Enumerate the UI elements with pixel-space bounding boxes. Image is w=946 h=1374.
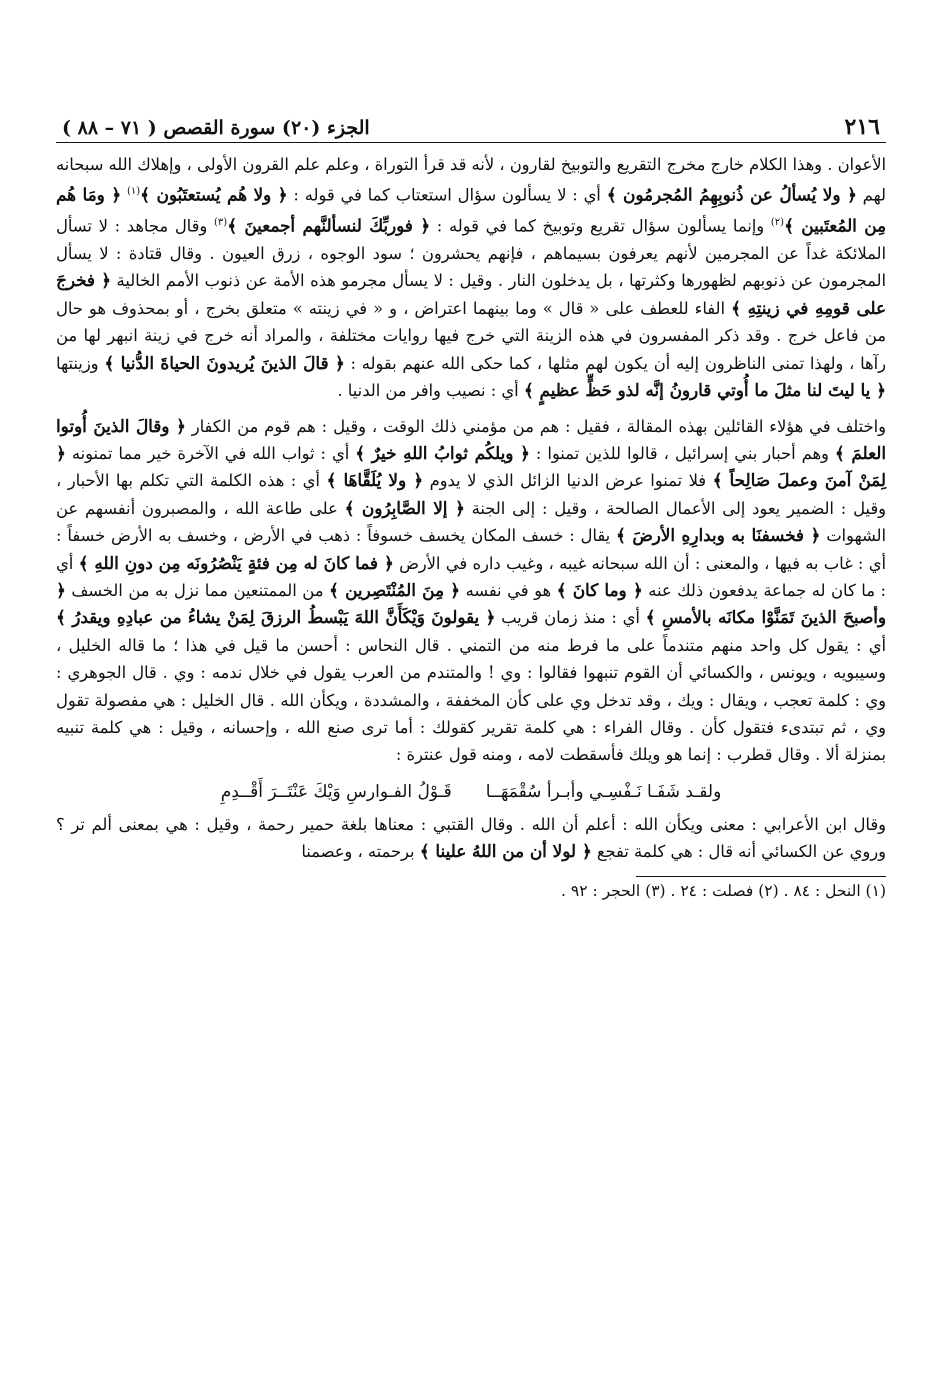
quran-quote: ﴿ لِمَنْ آمنَ وعملَ صَالِحاً ﴾ [56, 442, 886, 491]
text-run: الأعوان . وهذا الكلام خارج مخرج التقريع والتوبيخ لقارون ، لأنه قد قرأ التوراة ، وعلم علم القرون الأولى ، وإهلاك الله سبحانه لهم [56, 155, 886, 205]
quran-quote: ﴿ وما كانَ ﴾ [556, 579, 643, 600]
text-run: برحمته ، وعصمنا [301, 842, 420, 862]
quran-quote: ﴿ ولا يُلَقَّاهَا ﴾ [326, 470, 424, 491]
quran-quote: ﴿ فما كانَ له مِن فئةٍ يَنْصُرُونَه مِن دونِ اللهِ ﴾ [78, 552, 394, 573]
quran-quote: ﴿ ولا يُسألُ عن ذُنوبِهِمُ المُجرمُون ﴾ [606, 184, 857, 205]
text-run: وإنما يسألون سؤال تقريع وتوبيخ كما في قوله : [430, 216, 771, 236]
text-run: على طاعة الله ، والمصبرون أنفسهم عن الشهوات [56, 498, 886, 546]
paragraph [56, 413, 886, 769]
text-run: الفاء للعطف على « قال » وما بينهما اعتراض ، و « في زينته » متعلق بخرج ، أو بمحذوف هو حال من فاعل خرج . وقد ذكر المفسرون في هذه الزينة التي خرج فيها روايات مختلفة ، والمراد أنه خرج في زينة انبهر لها من رآها ، ولهذا تمنى الناظرون إليه أن يكون لهم مثلها ، كما حكى الله عنهم بقوله : [56, 298, 887, 373]
quran-quote: ﴿ فوربِّكَ لنسألنَّهم أجمعينَ ﴾ [227, 215, 431, 236]
body-text [56, 151, 886, 866]
text-run: أي : منذ زمان قريب [495, 608, 646, 628]
verse-hemistich: ولقـد شَفَـا نَـفْسِـي وأبـرأ سُقْمَهَــا [485, 781, 722, 802]
quran-quote: ﴿ فخسفنَا به وبدارِهِ الأرضَ ﴾ [616, 525, 821, 546]
quran-quote: ﴿ وقالَ الذينَ أُوتوا العلمَ ﴾ [56, 415, 886, 463]
quran-quote: ﴿ فخرجَ على قومِهِ في زينتِهِ ﴾ [56, 270, 887, 318]
quran-quote: ﴿ لولا أن من اللهُ علينا ﴾ [419, 841, 592, 862]
text-run: أي : لا يسألون سؤال استعتاب كما في قوله : [287, 185, 607, 205]
quran-quote: ﴿ ويلكُم ثوابُ اللهِ خيرٌ ﴾ [355, 442, 530, 463]
quran-quote: ﴿ وأصبحَ الذينَ تَمَنَّوْا مكانَه بالأمسِ ﴾ [56, 579, 886, 628]
quran-quote: ﴿ يا ليتَ لنا مثلَ ما أُوتي قارونُ إنَّه لذو حَظٍّ عظيمٍ ﴾ [523, 380, 886, 401]
footnote-marker: (٣) [214, 217, 228, 229]
paragraph [56, 151, 886, 405]
poetry-verse [56, 775, 886, 809]
verse-hemistich: قَـوْلُ الفـوارسِ وَيْكَ عَنْتَــرَ أَقْــدِمِ [220, 781, 452, 802]
book-page [56, 108, 886, 903]
footnote-marker: (٢) [770, 217, 785, 229]
quran-quote: ﴿ يقولونَ وَيْكَأَنَّ اللهَ يَبْسطُ الرزقَ لِمَنْ يشاءُ من عبادِهِ ويقدرُ ﴾ [56, 607, 496, 628]
text-run: أي : ما كان له جماعة يدفعون ذلك عنه [56, 553, 887, 600]
page-header [56, 108, 886, 143]
text-run: يقال : خسف المكان يخسف خسوفاً : ذهب في الأرض ، وخسف به الأرض خسفاً : أي : غاب به فيها ، والمعنى : أن الله سبحانه غيبه ، وغيب داره في الأرض [56, 526, 887, 573]
text-run: وزينتها [56, 353, 105, 373]
running-head: الجزء (٢٠) سورة القصص ( ٧١ – ٨٨ ) [62, 117, 370, 139]
text-run: أي : ثواب الله في الآخرة خير مما تمنونه [65, 443, 356, 463]
quran-quote: ﴿ قالَ الذينَ يُريدونَ الحياةَ الدُّنيا ﴾ [104, 352, 345, 373]
quran-quote: ﴿ ولا هُم يُستعتَبُون ﴾ [140, 184, 288, 205]
text-run: وقال ابن الأعرابي : معنى ويكأن الله : أعلم أن الله . وقال القتبي : معناها بلغة حمير رحمة ، وقيل : هي بمعنى ألم تر ؟ وروي عن الكسائي أنه قال : هي كلمة تفجع [56, 814, 886, 862]
text-run: واختلف في هؤلاء القائلين بهذه المقالة ، فقيل : هم من مؤمني ذلك الوقت ، وقيل : هم قوم من الكفار [185, 416, 886, 436]
text-run: أي : يقول كل واحد منهم متندماً على ما فرط منه من التمني . قال النحاس : أحسن ما قيل في هذا ؛ ما قاله الخليل ، وسيبويه ، ويونس ، والكسائي أن القوم تنبهوا فقالوا : وي ! والمتندم من العرب يقول في خلال ندمه : وي . قال الجوهري : وي : كلمة تعجب ، ويقال : ويك ، وقد تدخل وي على كأن المخففة ، والمشددة ، ويكأن الله . قال الخليل : هي مفصولة تقول وي ، ثم تبتدىء فتقول كأن . وقال الفراء : هي كلمة تقرير كقولك : أما ترى صنع الله ، وإحسانه ، وقيل : هي كلمة تنبيه بمنزلة ألا . وقال قطرب : إنما هو ويلك فأسقطت لامه ، ومنه قول عنترة : [56, 635, 886, 765]
page-number: ٢١٦ [844, 114, 880, 140]
text-run: وقال مجاهد : لا تسأل الملائكة غداً عن المجرمين لأنهم يعرفون بسيماهم ، فإنهم يحشرون ؛ سود الوجوه ، زرق العيون . وقال قتادة : لا يسأل المجرمون عن ذنوبهم لظهورها وكثرتها ، بل يدخلون النار . وقيل : لا يسأل مجرمو هذه الأمة عن ذنوب الأمم الخالية [56, 216, 886, 291]
text-run: أي : هذه الكلمة التي تكلم بها الأحبار ، وقيل : الضمير يعود إلى الأعمال الصالحة ، وقيل : إلى الجنة [56, 471, 886, 518]
quran-quote: ﴿ ومَا هُم مِن المُعتَبين ﴾ [56, 184, 886, 236]
footnotes: (١) النحل : ٨٤ . (٢) فصلت : ٢٤ . (٣) الحجر : ٩٢ . [636, 876, 886, 903]
text-run: هو في نفسه [460, 580, 557, 600]
text-run: من الممتنعين مما نزل به من الخسف [65, 580, 329, 600]
text-run: أي : نصيب وافر من الدنيا . [337, 381, 524, 401]
quran-quote: ﴿ مِنَ المُنْتَصِرين ﴾ [329, 579, 460, 600]
paragraph [56, 811, 886, 866]
footnote-marker: (١) [126, 186, 141, 198]
text-run: وهم أحبار بني إسرائيل ، قالوا للذين تمنوا : [529, 443, 835, 463]
text-run: فلا تمنوا عرض الدنيا الزائل الذي لا يدوم [423, 471, 713, 491]
quran-quote: ﴿ إلا الصَّابِرُون ﴾ [344, 497, 465, 518]
